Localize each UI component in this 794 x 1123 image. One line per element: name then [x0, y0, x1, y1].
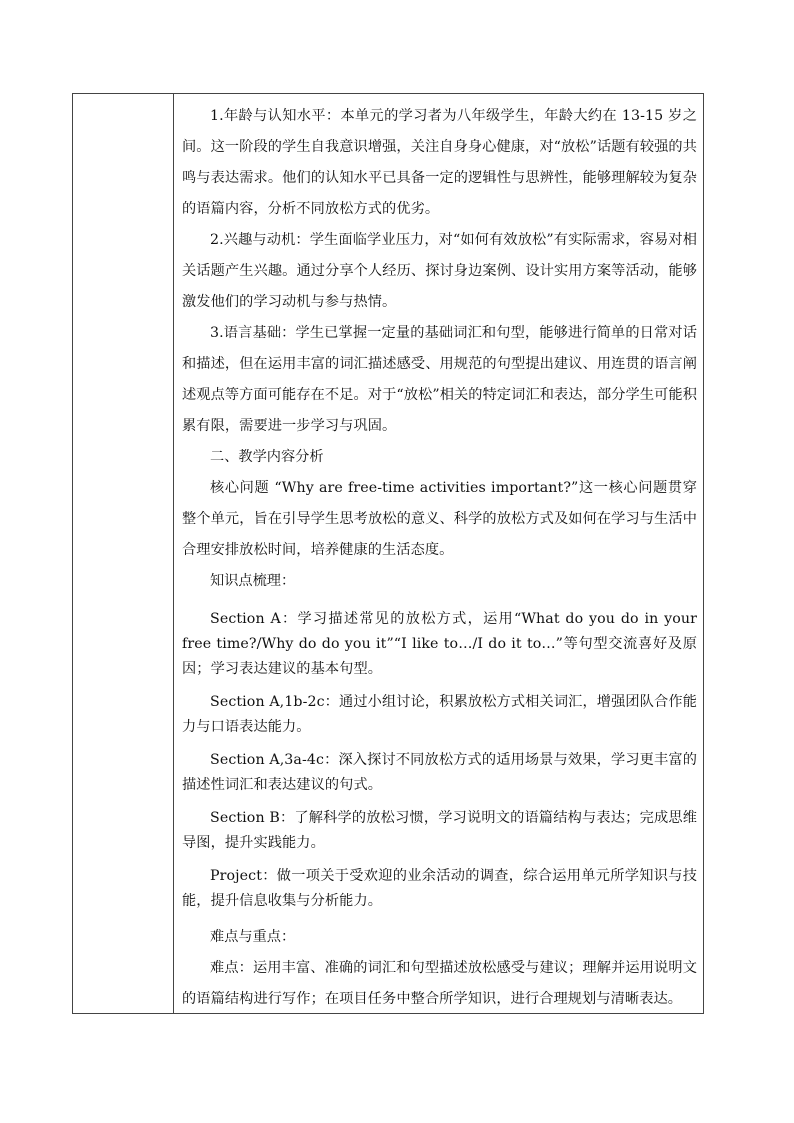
knowledge-points-heading: 知识点梳理：: [210, 573, 296, 589]
learner-age-paragraph: 1.年龄与认知水平：本单元的学习者为八年级学生，年龄大约在 13-15 岁之间。这一阶段的学生自我意识增强，关注自身身心健康，对“放松”话题有较强的共鸣与表达需求。他们的认知水平已具备一定的逻辑性与思辨性，能够理解较为复杂的语篇内容，分析不同放松方式的优劣。: [182, 108, 697, 217]
content-table: [72, 93, 704, 1014]
table-label-cell: [73, 94, 174, 1013]
section-heading-content-analysis: 二、教学内容分析: [210, 449, 324, 465]
table-content-cell: [174, 94, 703, 1013]
learner-interest-paragraph: 2.兴趣与动机：学生面临学业压力，对“如何有效放松”有实际需求，容易对相关话题产生兴趣。通过分享个人经历、探讨身边案例、设计实用方案等活动，能够激发他们的学习动机与参与热情。: [182, 232, 697, 310]
section-a-3a-4c-paragraph: Section A,3a-4c：深入探讨不同放松方式的适用场景与效果，学习更丰富的描述性词汇和表达建议的句式。: [182, 752, 697, 793]
core-question-paragraph: 核心问题 “Why are free-time activities important?”这一核心问题贯穿整个单元，旨在引导学生思考放松的意义、科学的放松方式及如何在学习与生活中合理安排放松时间，培养健康的生活态度。: [182, 480, 697, 558]
project-paragraph: Project：做一项关于受欢迎的业余活动的调查，综合运用单元所学知识与技能，提升信息收集与分析能力。: [182, 868, 697, 909]
learner-language-paragraph: 3.语言基础：学生已掌握一定量的基础词汇和句型，能够进行简单的日常对话和描述，但在运用丰富的词汇描述感受、用规范的句型提出建议、用连贯的语言阐述观点等方面可能存在不足。对于“放松”相关的特定词汇和表达，部分学生可能积累有限，需要进一步学习与巩固。: [182, 325, 697, 434]
section-b-paragraph: Section B：了解科学的放松习惯，学习说明文的语篇结构与表达；完成思维导图，提升实践能力。: [182, 810, 697, 851]
difficulties-paragraph: 难点：运用丰富、准确的词汇和句型描述放松感受与建议；理解并运用说明文的语篇结构进行写作；在项目任务中整合所学知识，进行合理规划与清晰表达。: [182, 960, 697, 1007]
key-points-heading: 难点与重点：: [210, 929, 296, 945]
section-a-paragraph: Section A：学习描述常见的放松方式，运用“What do you do in your free time?/Why do do you it”“I like to…/I do it to…”等句型交流喜好及原因；学习表达建议的基本句型。: [182, 611, 697, 677]
section-a-1b-2c-paragraph: Section A,1b-2c：通过小组讨论，积累放松方式相关词汇，增强团队合作能力与口语表达能力。: [182, 694, 697, 735]
